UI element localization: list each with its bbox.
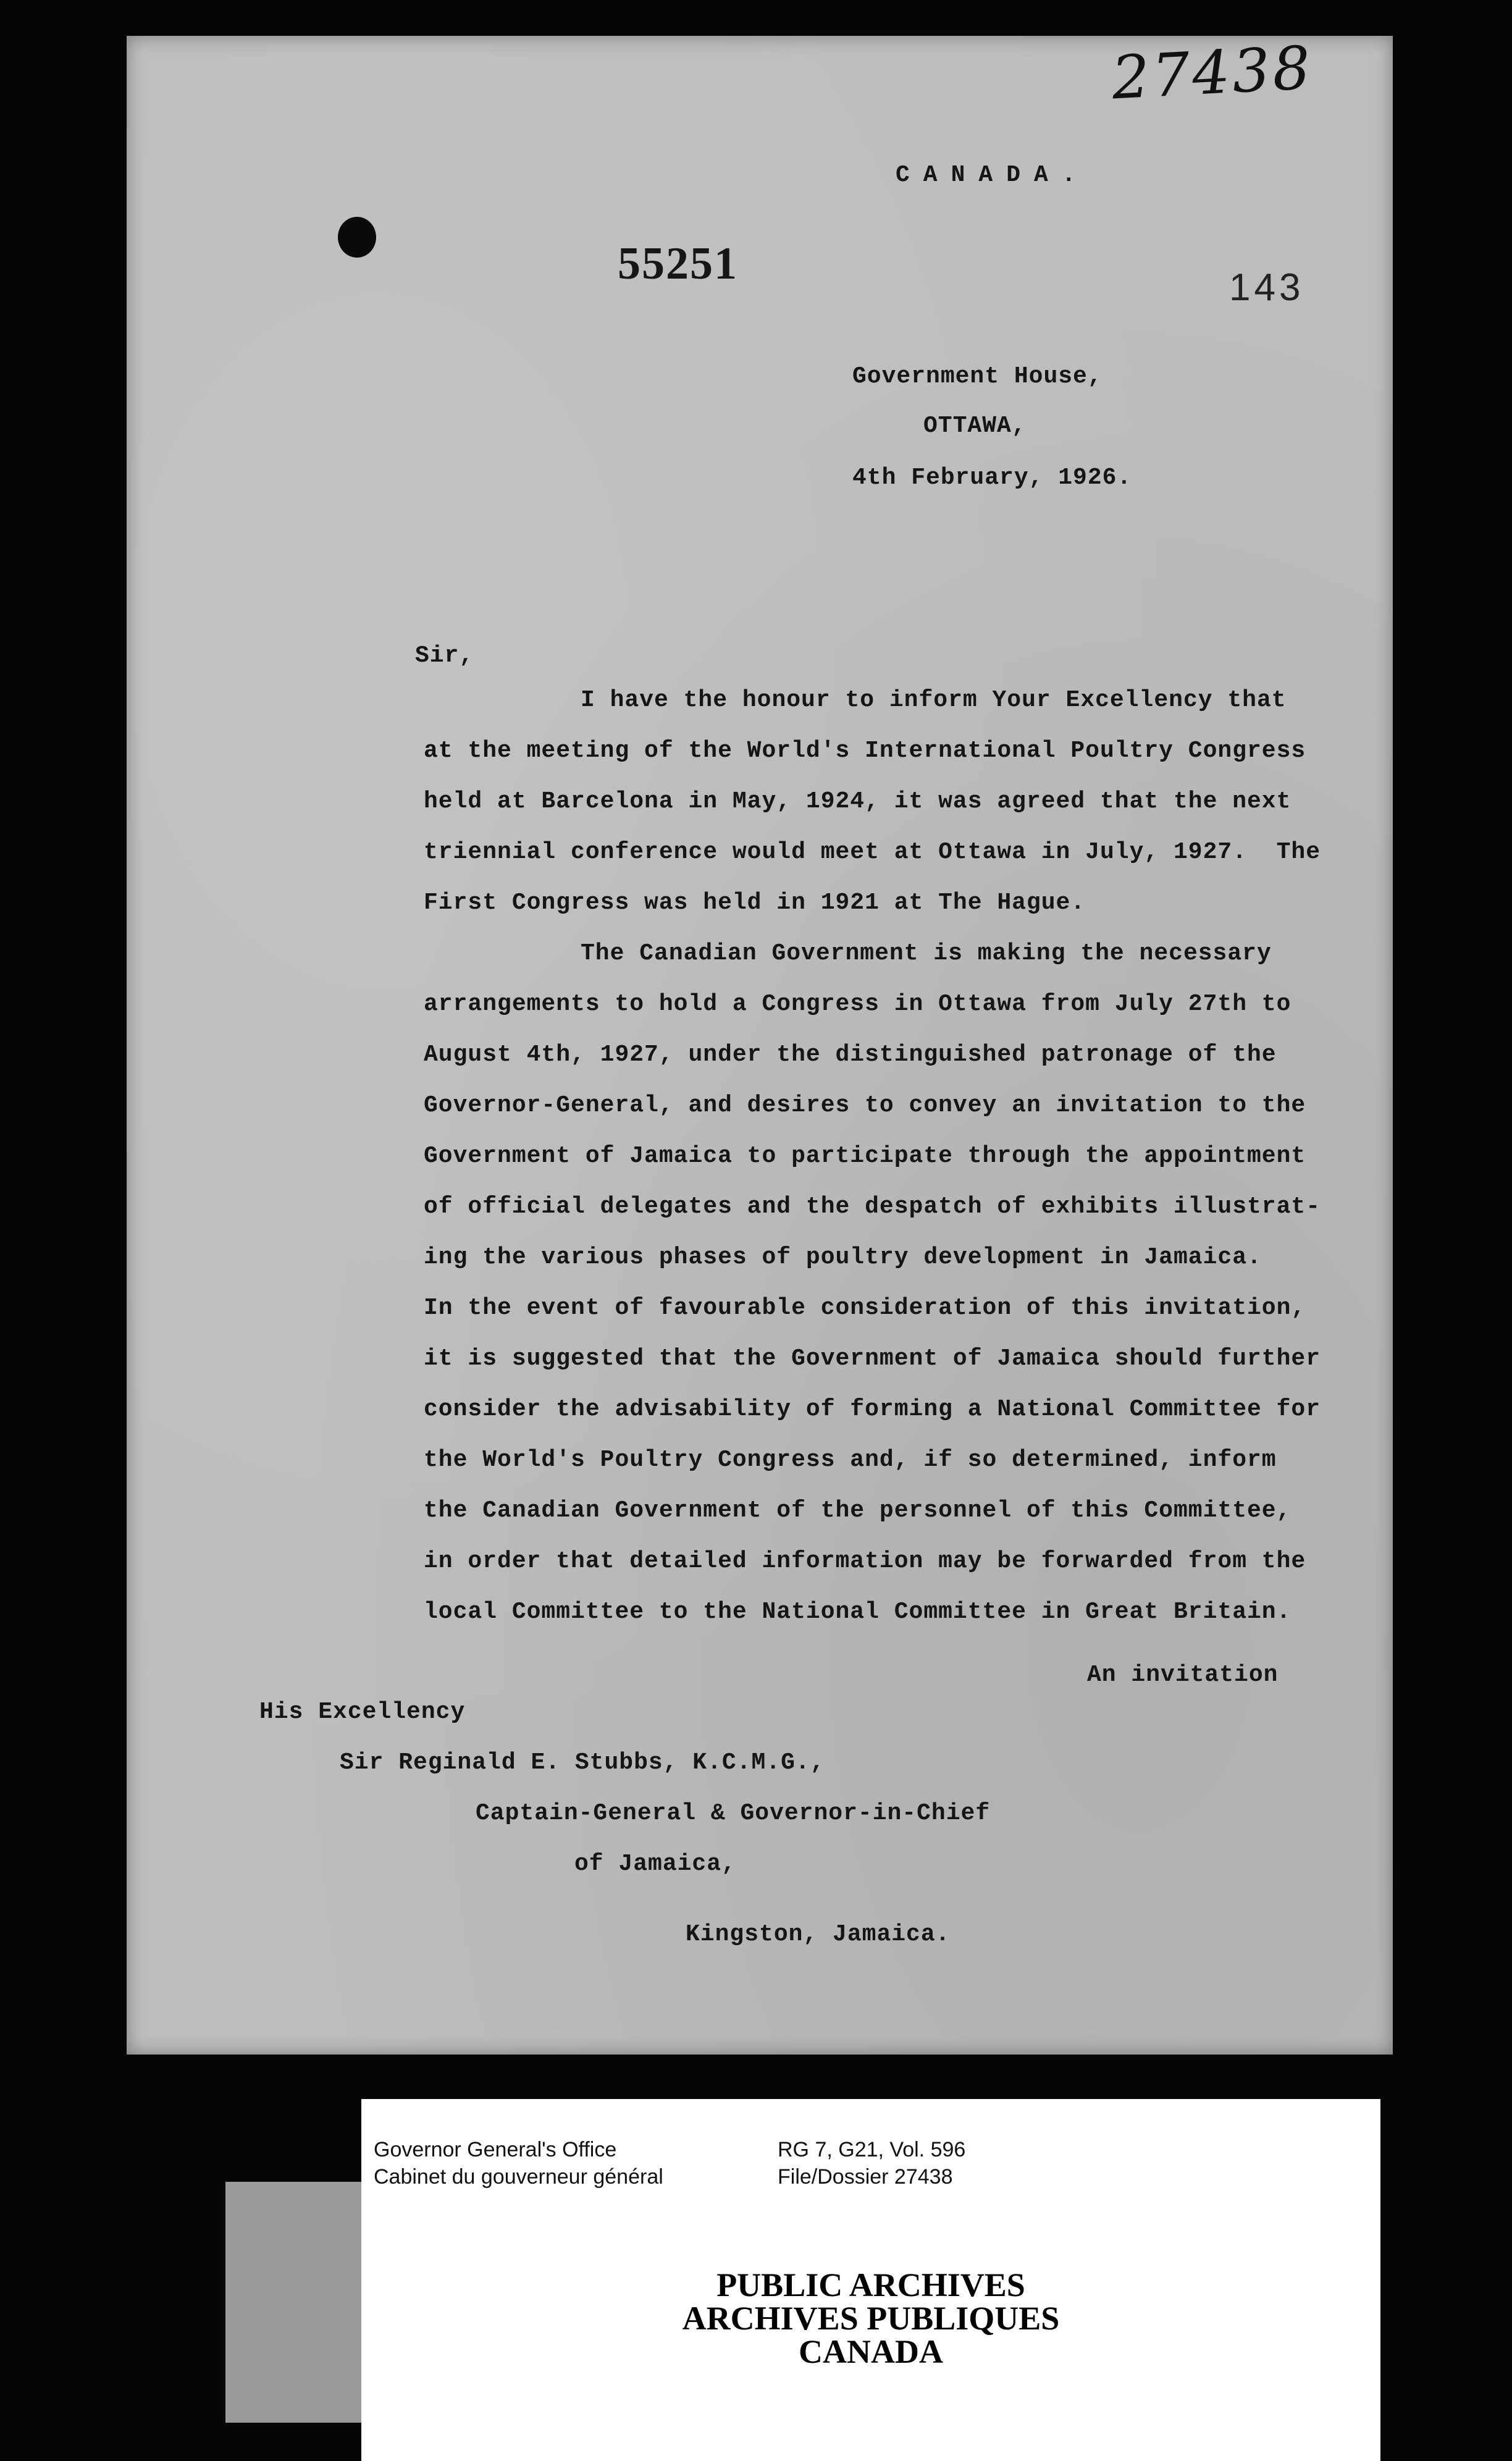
addressee-line: Kingston, Jamaica. — [686, 1921, 951, 1948]
archive-reference — [778, 2136, 965, 2190]
body-line: I have the honour to inform Your Excellency that — [581, 687, 1287, 713]
body-line: at the meeting of the World's International Poultry Congress — [424, 738, 1306, 764]
file-number-stamp: 55251 — [618, 238, 738, 289]
sender-line-1: Government House, — [852, 363, 1102, 390]
body-line: the World's Poultry Congress and, if so determined, inform — [424, 1447, 1277, 1473]
addressee-line: of Jamaica, — [574, 1851, 736, 1877]
body-line: First Congress was held in 1921 at The Hague. — [424, 890, 1086, 916]
body-line: The Canadian Government is making the necessary — [581, 940, 1272, 967]
body-line: ing the various phases of poultry development in Jamaica. — [424, 1244, 1262, 1271]
country-heading: CANADA. — [896, 162, 1090, 188]
punch-hole — [338, 217, 376, 258]
letter-date: 4th February, 1926. — [852, 465, 1132, 491]
body-line: arrangements to hold a Congress in Ottawa from July 27th to — [424, 991, 1292, 1017]
archive-stamp-line-2: ARCHIVES PUBLIQUES — [682, 2300, 1060, 2337]
office-french: Cabinet du gouverneur général — [374, 2165, 663, 2189]
addressee-line: Sir Reginald E. Stubbs, K.C.M.G., — [340, 1749, 825, 1776]
archive-stamp-line-1: PUBLIC ARCHIVES — [716, 2266, 1025, 2303]
catchword: An invitation — [1087, 1662, 1279, 1688]
body-line: Governor-General, and desires to convey an invitation to the — [424, 1092, 1306, 1119]
archive-office — [374, 2136, 663, 2190]
page-number: 143 — [1229, 266, 1304, 309]
body-line: held at Barcelona in May, 1924, it was agreed that the next — [424, 788, 1292, 815]
body-line: of official delegates and the despatch of exhibits illustrat- — [424, 1193, 1321, 1220]
office-english: Governor General's Office — [374, 2138, 617, 2161]
addressee-line: Captain-General & Governor-in-Chief — [476, 1800, 991, 1827]
body-line: August 4th, 1927, under the distinguished patronage of the — [424, 1041, 1277, 1068]
sender-line-2: OTTAWA, — [923, 413, 1027, 439]
archive-stamp — [361, 2268, 1380, 2368]
addressee-line: His Excellency — [259, 1699, 466, 1725]
body-line: triennial conference would meet at Ottawa in July, 1927. The — [424, 839, 1321, 865]
body-line: it is suggested that the Government of Jamaica should further — [424, 1345, 1321, 1372]
body-line: in order that detailed information may be forwarded from the — [424, 1548, 1306, 1575]
body-line: Government of Jamaica to participate through the appointment — [424, 1143, 1306, 1169]
salutation: Sir, — [415, 642, 474, 669]
body-line: the Canadian Government of the personnel of this Committee, — [424, 1497, 1292, 1524]
body-line: consider the advisability of forming a National Committee for — [424, 1396, 1321, 1423]
body-line: In the event of favourable consideration of this invitation, — [424, 1295, 1306, 1321]
file-dossier: File/Dossier 27438 — [778, 2165, 953, 2189]
film-strip-left — [225, 2182, 368, 2423]
record-group: RG 7, G21, Vol. 596 — [778, 2138, 966, 2161]
archive-stamp-line-3: CANADA — [799, 2333, 943, 2370]
handwritten-file-number: 27438 — [1110, 33, 1315, 113]
body-line: local Committee to the National Committee in Great Britain. — [424, 1599, 1292, 1625]
